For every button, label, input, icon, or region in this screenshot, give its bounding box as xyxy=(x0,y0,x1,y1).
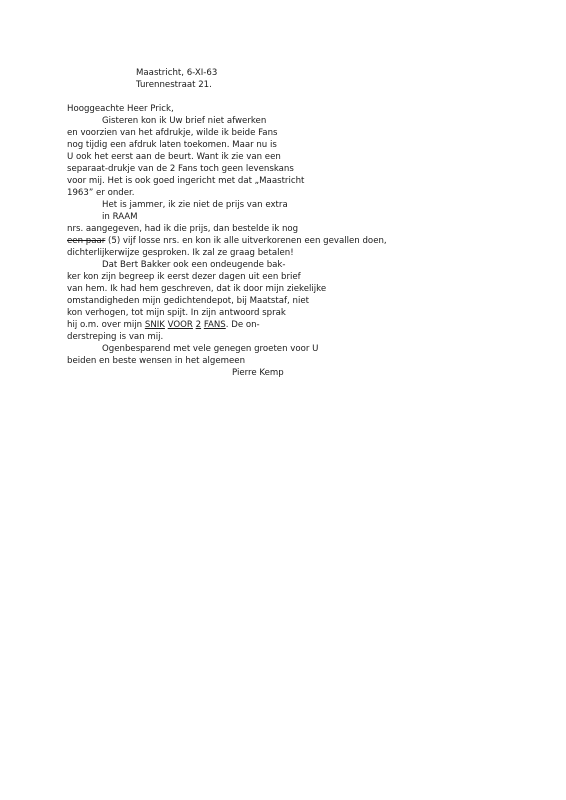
body-line: beiden en beste wensen in het algemeen xyxy=(67,356,246,366)
body-line: ker kon zijn begreep ik eerst dezer dagen uit een brief xyxy=(67,272,301,282)
body-line: Ogenbesparend met vele genegen groeten voor U xyxy=(102,344,319,354)
body-line: Dat Bert Bakker ook een ondeugende bak- xyxy=(102,260,286,270)
body-line-with-strike xyxy=(67,235,387,247)
body-line: in RAAM xyxy=(102,212,138,222)
salutation: Hooggeachte Heer Prick, xyxy=(67,104,174,114)
underlined-word: SNIK xyxy=(144,320,165,330)
struck-text: een paar xyxy=(67,236,106,246)
address: Turennestraat 21. xyxy=(136,80,212,90)
body-line: separaat-drukje van de 2 Fans toch geen levenskans xyxy=(67,164,294,174)
underlined-word: FANS xyxy=(203,320,226,330)
body-line: en voorzien van het afdrukje, wilde ik beide Fans xyxy=(67,128,278,138)
body-line: Gisteren kon ik Uw brief niet afwerken xyxy=(102,116,267,126)
body-line: omstandigheden mijn gedichtendepot, bij Maatstaf, niet xyxy=(67,296,309,306)
underlined-word: 2 xyxy=(195,320,202,330)
body-line: dichterlijkerwijze gesproken. Ik zal ze graag betalen! xyxy=(67,248,294,258)
body-line: nrs. aangegeven, had ik die prijs, dan bestelde ik nog xyxy=(67,224,299,234)
place-date: Maastricht, 6-XI-63 xyxy=(136,68,218,78)
signature: Pierre Kemp xyxy=(232,368,284,378)
body-line: voor mij. Het is ook goed ingericht met dat „Maastricht xyxy=(67,176,305,186)
body-line: 1963” er onder. xyxy=(67,188,135,198)
body-line: kon verhogen, tot mijn spijt. In zijn antwoord sprak xyxy=(67,308,286,318)
body-line: U ook het eerst aan de beurt. Want ik zie van een xyxy=(67,152,281,162)
body-text: (5) vijf losse nrs. en kon ik alle uitverkorenen een gevallen doen, xyxy=(108,236,387,246)
body-line: Het is jammer, ik zie niet de prijs van extra xyxy=(102,200,288,210)
body-line: nog tijdig een afdruk laten toekomen. Maar nu is xyxy=(67,140,277,150)
body-line-with-underline xyxy=(67,319,260,331)
body-text: hij o.m. over mijn xyxy=(67,320,143,330)
body-line: van hem. Ik had hem geschreven, dat ik door mijn ziekelijke xyxy=(67,284,327,294)
underlined-word: VOOR xyxy=(167,320,193,330)
body-text: . De on- xyxy=(225,320,260,330)
body-line: derstreping is van mij. xyxy=(67,332,164,342)
